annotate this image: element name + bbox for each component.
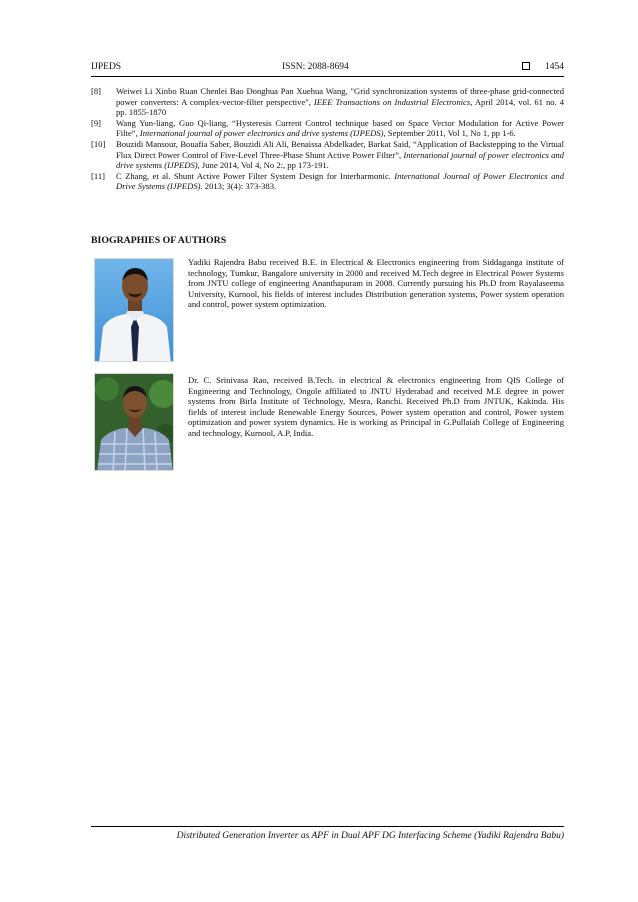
reference-authors: Weiwei Li Xinbo Ruan Chenlei Bao Donghua Pan Xuehua Wang, "Grid synchronization systems of three-phase grid-connected power converters: A complex-vector-filter perspective", — [116, 86, 564, 107]
author-photo — [94, 373, 174, 471]
reference-item — [91, 171, 564, 192]
page-number: 1454 — [545, 62, 564, 72]
reference-authors: C Zhang, et al. Shunt Active Power Filter System Design for Interharmonic. — [116, 170, 395, 181]
author-portrait-image — [95, 374, 174, 471]
reference-authors: Wang Yun-liang, Guo Qi-liang, “Hysteresis Current Control technique based on Space Vector Modulation for Active Power Filte”, — [116, 117, 564, 139]
issn: ISSN: 2088-8694 — [282, 62, 349, 72]
reference-details: 2013; 3(4): 373-383. — [202, 181, 277, 192]
author-portrait-image — [95, 259, 174, 362]
reference-number: [8] — [91, 86, 102, 96]
author-biography: Dr. C. Srinivasa Rao, received B.Tech. in electrical & electronics engineering from QIS College of Engineering and Technology, Ongole affiliated to JNTU Hyderabad and received M.E degree in power systems from Birla Institute of Technology, Mesra, Ranchi. Received Ph.D from JNTUK, Kakinda. His fields of interest include Renewable Energy Sources, Power system operation and control, Power system optimization and power system dynamics. He is working as Principal in G.Pullaiah College of Engineering and technology, Kurnool, A.P, India. — [188, 375, 564, 438]
checkbox-square-icon — [522, 62, 530, 70]
reference-venue: International journal of power electronics and drive systems (IJPEDS), — [139, 128, 386, 139]
reference-venue: IEEE Transactions on Industrial Electronics — [313, 96, 471, 107]
reference-venue: International journal of power electronics and drive systems (IJPEDS), — [116, 149, 564, 171]
reference-authors: Bouzidi Mansour, Bouafia Saber, Bouzidi Ali Ali, Benaissa Abdelkader, Barkat Said, “Application of Backstepping to the Virtual Flux Direct Power Control of Five-Level Three-Phase Shunt Active Power Filter”, — [116, 138, 564, 160]
author-biography: Yadiki Rajendra Babu received B.E. in Electrical & Electronics engineering from Siddaganga institute of technology, Tumkur, Bangalore university in 2000 and received M.Tech degree in Electrical Power Systems from JNTU college of engineering Ananthapuram in 2008. Currently pursuing his Ph.D from Rayalaseema University, Kurnool, his fields of interest includes Distribution generation systems, Power system operation and control, power system optimization. — [188, 257, 564, 310]
reference-item — [91, 139, 564, 171]
reference-number: [9] — [91, 117, 102, 128]
reference-details: June 2014, Vol 4, No 2:, pp 173-191. — [199, 160, 329, 171]
reference-venue: International Journal of Power Electronics and Drive Systems (IJPEDS). — [116, 170, 564, 192]
journal-name: IJPEDS — [91, 62, 122, 72]
reference-details: , April 2014, vol. 61 no. 4 pp. 1855-1870 — [116, 96, 564, 118]
reference-item — [91, 118, 564, 139]
reference-number: [10] — [91, 138, 106, 149]
reference-item — [91, 86, 564, 118]
biographies-heading: BIOGRAPHIES OF AUTHORS — [91, 235, 227, 246]
reference-details: September 2011, Vol 1, No 1, pp 1-6. — [385, 128, 516, 139]
running-footer — [91, 826, 564, 841]
running-header — [91, 60, 564, 77]
author-photo — [94, 258, 174, 362]
reference-list — [91, 86, 564, 192]
reference-number: [11] — [91, 170, 105, 181]
footer-title: Distributed Generation Inverter as APF in Dual APF DG Interfacing Scheme (Yadiki Rajendra Babu) — [176, 831, 564, 841]
